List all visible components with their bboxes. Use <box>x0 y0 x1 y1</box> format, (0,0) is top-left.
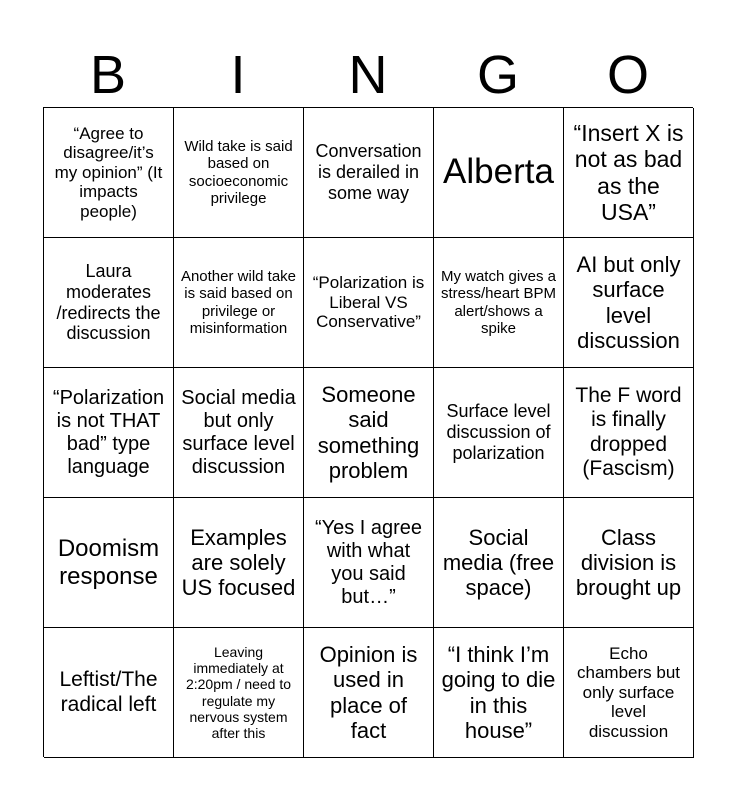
bingo-cell-text: The F word is finally dropped (Fascism) <box>575 384 682 480</box>
bingo-cell[interactable] <box>304 238 434 368</box>
bingo-cell[interactable] <box>44 498 174 628</box>
bingo-cell[interactable] <box>304 498 434 628</box>
bingo-cell-text: Surface level discussion of polarization <box>446 401 551 463</box>
bingo-cell-text: Leftist/The radical left <box>59 668 158 716</box>
bingo-cell-text: Echo chambers but only surface level discussion <box>577 643 680 741</box>
header-letter-g: G <box>476 45 519 105</box>
bingo-cell[interactable] <box>174 628 304 758</box>
bingo-cell-text: Class division is brought up <box>575 524 682 601</box>
bingo-cell[interactable] <box>174 108 304 238</box>
bingo-cell[interactable] <box>434 108 564 238</box>
header-letter-n: N <box>348 45 388 105</box>
bingo-cell[interactable] <box>434 498 564 628</box>
bingo-cell-text: “I think I’m going to die in this house” <box>441 641 556 743</box>
bingo-cell-text: Another wild take is said based on privilege or misinformation <box>180 268 297 337</box>
bingo-cell-text: “Yes I agree with what you said but…” <box>314 516 423 608</box>
bingo-cell[interactable] <box>434 238 564 368</box>
bingo-cell-text: Someone said something problem <box>317 381 420 483</box>
bingo-cell-text: Wild take is said based on socioeconomic privilege <box>184 138 293 207</box>
bingo-cell[interactable] <box>44 368 174 498</box>
bingo-cell[interactable] <box>564 108 694 238</box>
bingo-cell-text: Laura moderates /redirects the discussion <box>56 261 161 344</box>
bingo-cell[interactable] <box>564 628 694 758</box>
header-letter-o: O <box>606 45 649 105</box>
bingo-cell-text: “Agree to disagree/it’s my opinion” (It impacts people) <box>54 123 163 221</box>
bingo-cell[interactable] <box>44 238 174 368</box>
bingo-cell[interactable] <box>564 498 694 628</box>
bingo-cell-text: Social media (free space) <box>442 524 555 601</box>
bingo-cell-text: “Polarization is not THAT bad” type language <box>52 386 165 478</box>
bingo-cell[interactable] <box>304 368 434 498</box>
bingo-cell[interactable] <box>174 368 304 498</box>
bingo-cell[interactable] <box>44 628 174 758</box>
bingo-cell-text: Doomism response <box>57 534 160 590</box>
bingo-cell[interactable] <box>304 628 434 758</box>
bingo-cell-text: Examples are solely US focused <box>181 524 296 601</box>
bingo-cell-text: Leaving immediately at 2:20pm / need to regulate my nervous system after this <box>185 644 292 741</box>
bingo-cell[interactable] <box>434 628 564 758</box>
bingo-cell-text: Social media but only surface level discussion <box>181 386 296 478</box>
bingo-cell[interactable] <box>174 498 304 628</box>
bingo-cell-text: Alberta <box>443 152 554 192</box>
bingo-cell[interactable] <box>174 238 304 368</box>
bingo-cell-text: “Insert X is not as bad as the USA” <box>573 119 684 225</box>
bingo-cell[interactable] <box>44 108 174 238</box>
bingo-cell[interactable] <box>564 368 694 498</box>
bingo-cell-text: Opinion is used in place of fact <box>319 641 418 743</box>
bingo-cell-text: Conversation is derailed in some way <box>315 141 422 203</box>
header-letter-b: B <box>89 45 127 105</box>
bingo-cell[interactable] <box>434 368 564 498</box>
bingo-cell-text: AI but only surface level discussion <box>576 251 681 353</box>
bingo-grid <box>43 107 693 757</box>
bingo-header <box>43 44 693 106</box>
header-letter-i: I <box>230 45 246 105</box>
bingo-cell-text: My watch gives a stress/heart BPM alert/shows a spike <box>440 268 557 337</box>
bingo-cell[interactable] <box>304 108 434 238</box>
bingo-cell-text: “Polarization is Liberal VS Conservative” <box>312 273 425 332</box>
bingo-cell[interactable] <box>564 238 694 368</box>
